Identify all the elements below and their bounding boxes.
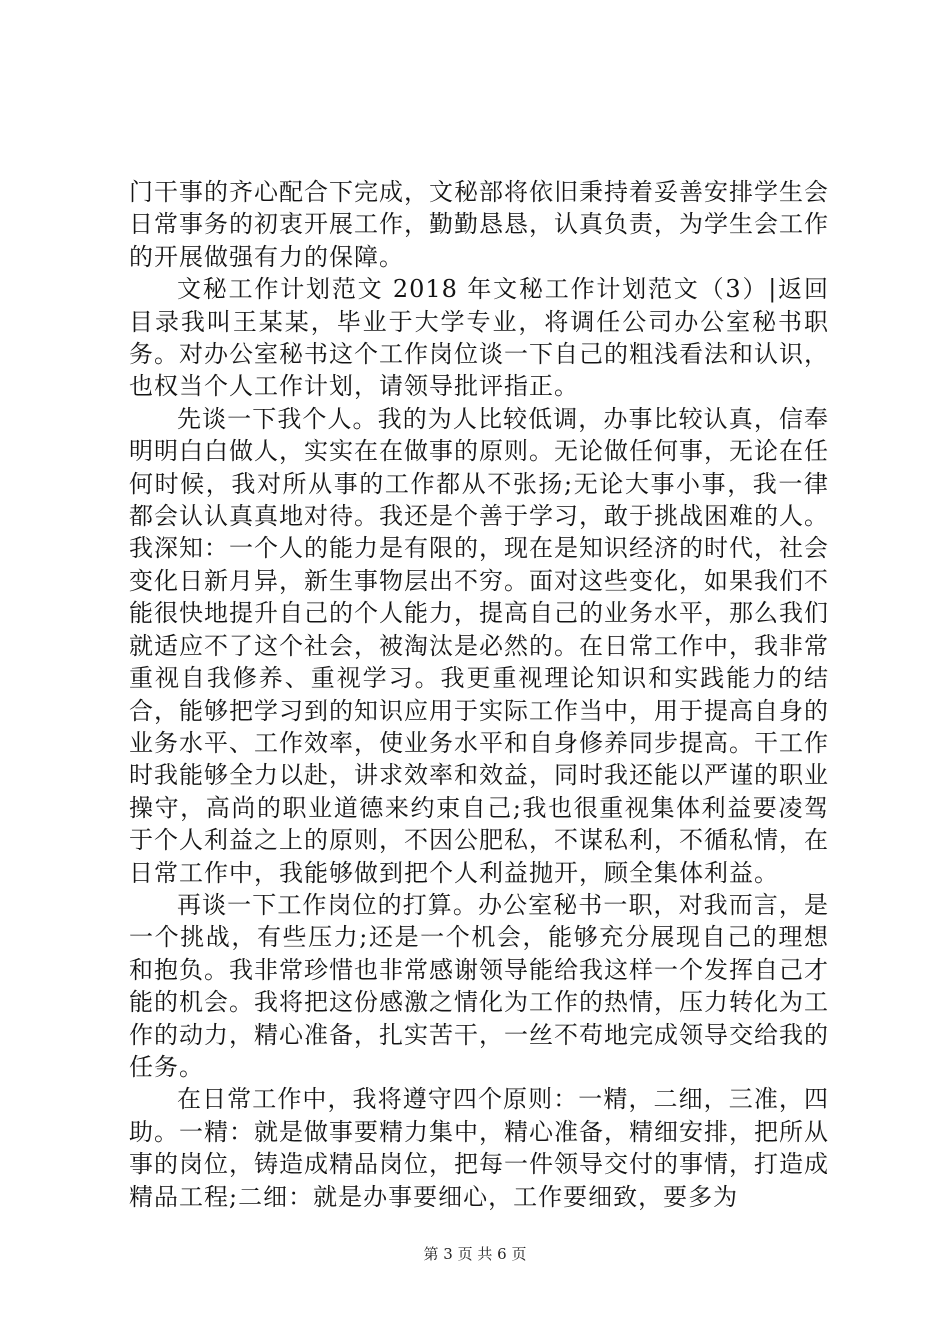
- paragraph-1: 门干事的齐心配合下完成，文秘部将依旧秉持着妥善安排学生会日常事务的初衷开展工作，勤勤恳恳，认真负责，为学生会工作的开展做强有力的保障。: [129, 178, 829, 271]
- paragraph-4: 再谈一下工作岗位的打算。办公室秘书一职，对我而言，是一个挑战，有些压力;还是一个机会，能够充分展现自己的理想和抱负。我非常珍惜也非常感谢领导能给我这样一个发挥自己才能的机会。我将把这份感激之情化为工作的热情，压力转化为工作的动力，精心准备，扎实苦干，一丝不苟地完成领导交给我的任务。: [129, 890, 829, 1081]
- paragraph-2: 文秘工作计划范文 2018 年文秘工作计划范文（3）|返回目录我叫王某某，毕业于大学专业，将调任公司办公室秘书职务。对办公室秘书这个工作岗位谈一下自己的粗浅看法和认识，也权当个人工作计划，请领导批评指正。: [129, 275, 829, 401]
- page-number-footer: 第 3 页 共 6 页: [423, 1245, 527, 1263]
- paragraph-5: 在日常工作中，我将遵守四个原则：一精，二细，三准，四助。一精：就是做事要精力集中，精心准备，精细安排，把所从事的岗位，铸造成精品岗位，把每一件领导交付的事情，打造成精品工程;二细：就是办事要细心，工作要细致，要多为: [129, 1085, 829, 1211]
- paragraph-3: 先谈一下我个人。我的为人比较低调，办事比较认真，信奉明明白白做人，实实在在做事的原则。无论做任何事，无论在任何时候，我对所从事的工作都从不张扬;无论大事小事，我一律都会认认真真地对待。我还是个善于学习，敢于挑战困难的人。我深知：一个人的能力是有限的，现在是知识经济的时代，社会变化日新月异，新生事物层出不穷。面对这些变化，如果我们不能很快地提升自己的个人能力，提高自己的业务水平，那么我们就适应不了这个社会，被淘汰是必然的。在日常工作中，我非常重视自我修养、重视学习。我更重视理论知识和实践能力的结合，能够把学习到的知识应用于实际工作当中，用于提高自身的业务水平、工作效率，使业务水平和自身修养同步提高。干工作时我能够全力以赴，讲求效率和效益，同时我还能以严谨的职业操守，高尚的职业道德来约束自己;我也很重视集体利益要凌驾于个人利益之上的原则，不因公肥私，不谋私利，不循私情，在日常工作中，我能够做到把个人利益抛开，顾全集体利益。: [129, 404, 829, 887]
- document-body: [129, 176, 829, 1213]
